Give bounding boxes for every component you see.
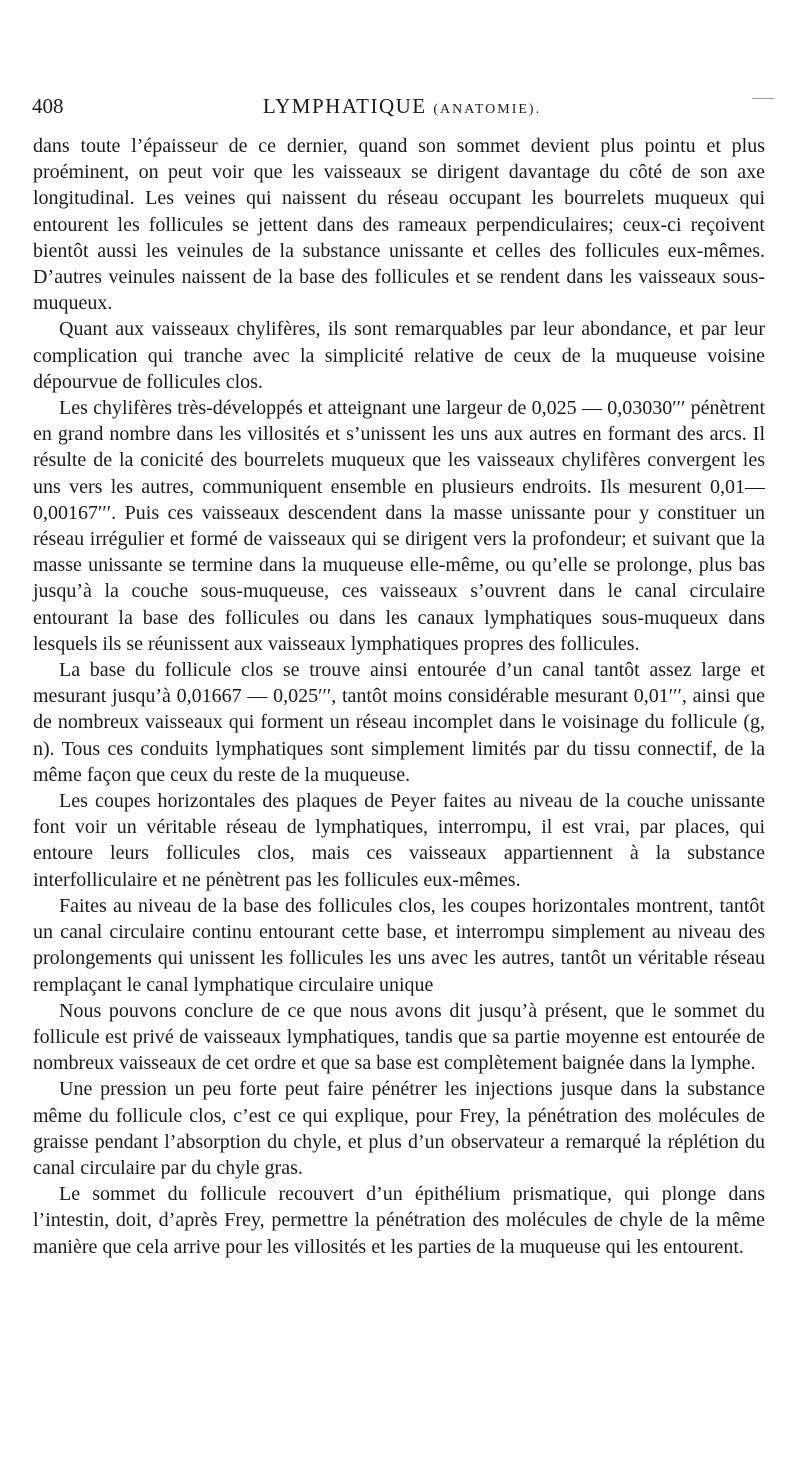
body-text (33, 133, 765, 1260)
paragraph-6: Faites au niveau de la base des follicules clos, les coupes horizontales montrent, tantôt un canal circulaire continu entourant cette base, et interrompu simplement au niveau des prolongements qui unissent les follicules les uns avec les autres, tantôt un véritable réseau remplaçant le canal lymphatique circulaire unique (33, 894, 765, 996)
paragraph-8: Une pression un peu forte peut faire pénétrer les injections jusque dans la substance même du follicule clos, c’est ce qui explique, pour Frey, la pénétration des molécules de graisse pendant l’absorption du chyle, et plus d’un observateur a remarqué la réplétion du canal circulaire par du chyle gras. (33, 1078, 765, 1179)
paragraph-9: Le sommet du follicule recouvert d’un épithélium prismatique, qui plonge dans l’intestin, doit, d’après Frey, permettre la pénétration des molécules de chyle de la même manière que cela arrive pour les villosités et les parties de la muqueuse qui les entourent. (33, 1183, 765, 1258)
paragraph-2: Quant aux vaisseaux chylifères, ils sont remarquables par leur abondance, et par leur complication qui tranche avec la simplicité relative de ceux de la muqueuse voisine dépourvue de follicules clos. (33, 318, 765, 393)
paragraph-4: La base du follicule clos se trouve ainsi entourée d’un canal tantôt assez large et mesurant jusqu’à 0,01667 — 0,025′′′, tantôt moins considérable mesurant 0,01′′′, ainsi que de nombreux vaisseaux qui forment un réseau incomplet dans le voisinage du follicule (g, n). Tous ces conduits lymphatiques sont simplement limités par du tissu connectif, de la même façon que ceux du reste de la muqueuse. (33, 659, 765, 786)
paragraph-7: Nous pouvons conclure de ce que nous avons dit jusqu’à présent, que le sommet du follicule est privé de vaisseaux lymphatiques, tandis que sa partie moyenne est entourée de nombreux vaisseaux de cet ordre et que sa base est complètement baignée dans la lymphe. (33, 999, 765, 1075)
page-header (32, 92, 772, 120)
running-title-main: LYMPHATIQUE (262, 94, 427, 118)
paragraph-1: dans toute l’épaisseur de ce dernier, quand son sommet devient plus pointu et plus proéminent, on peut voir que les vaisseaux se dirigent davantage du côté de son axe longitudinal. Les veines qui naissent du réseau occupant les bourrelets muqueux qui entourent les follicules se jettent dans des rameaux perpendiculaires; ceux-ci reçoivent bientôt aussi les veinules de la substance unissante et celles des follicules eux-mêmes. D’autres veinules naissent de la base des follicules et se rendent dans les vaisseaux sous-muqueux. (33, 135, 765, 315)
header-rule (752, 98, 774, 99)
paragraph-5: Les coupes horizontales des plaques de Peyer faites au niveau de la couche unissante font voir un véritable réseau de lymphatiques, interrompu, il est vrai, par places, qui entoure leurs follicules clos, mais ces vaisseaux appartiennent à la substance interfolliculaire et ne pénètrent pas les follicules eux-mêmes. (33, 790, 765, 891)
page-number: 408 (32, 94, 64, 118)
running-title-subtitle: (ANATOMIE). (433, 102, 542, 117)
running-title (32, 92, 772, 124)
paragraph-3: Les chylifères très-développés et atteignant une largeur de 0,025 — 0,03030′′′ pénètrent en grand nombre dans les villosités et s’unissent les uns aux autres en formant des arcs. Il résulte de la conicité des bourrelets muqueux que les vaisseaux chylifères convergent les uns vers les autres, communiquent ensemble en plusieurs endroits. Ils mesurent 0,01— 0,00167′′′. Puis ces vaisseaux descendent dans la masse unissante pour y constituer un réseau irrégulier et formé de vaisseaux qui se dirigent vers la profondeur; et suivant que la masse unissante se termine dans la muqueuse elle-même, ou qu’elle se prolonge, plus bas jusqu’à la couche sous-muqueuse, ces vaisseaux s’ouvrent dans le canal circulaire entourant la base des follicules ou dans les canaux lymphatiques sous-muqueux dans lesquels ils se réunissent aux vaisseaux lymphatiques propres des follicules. (33, 397, 765, 655)
